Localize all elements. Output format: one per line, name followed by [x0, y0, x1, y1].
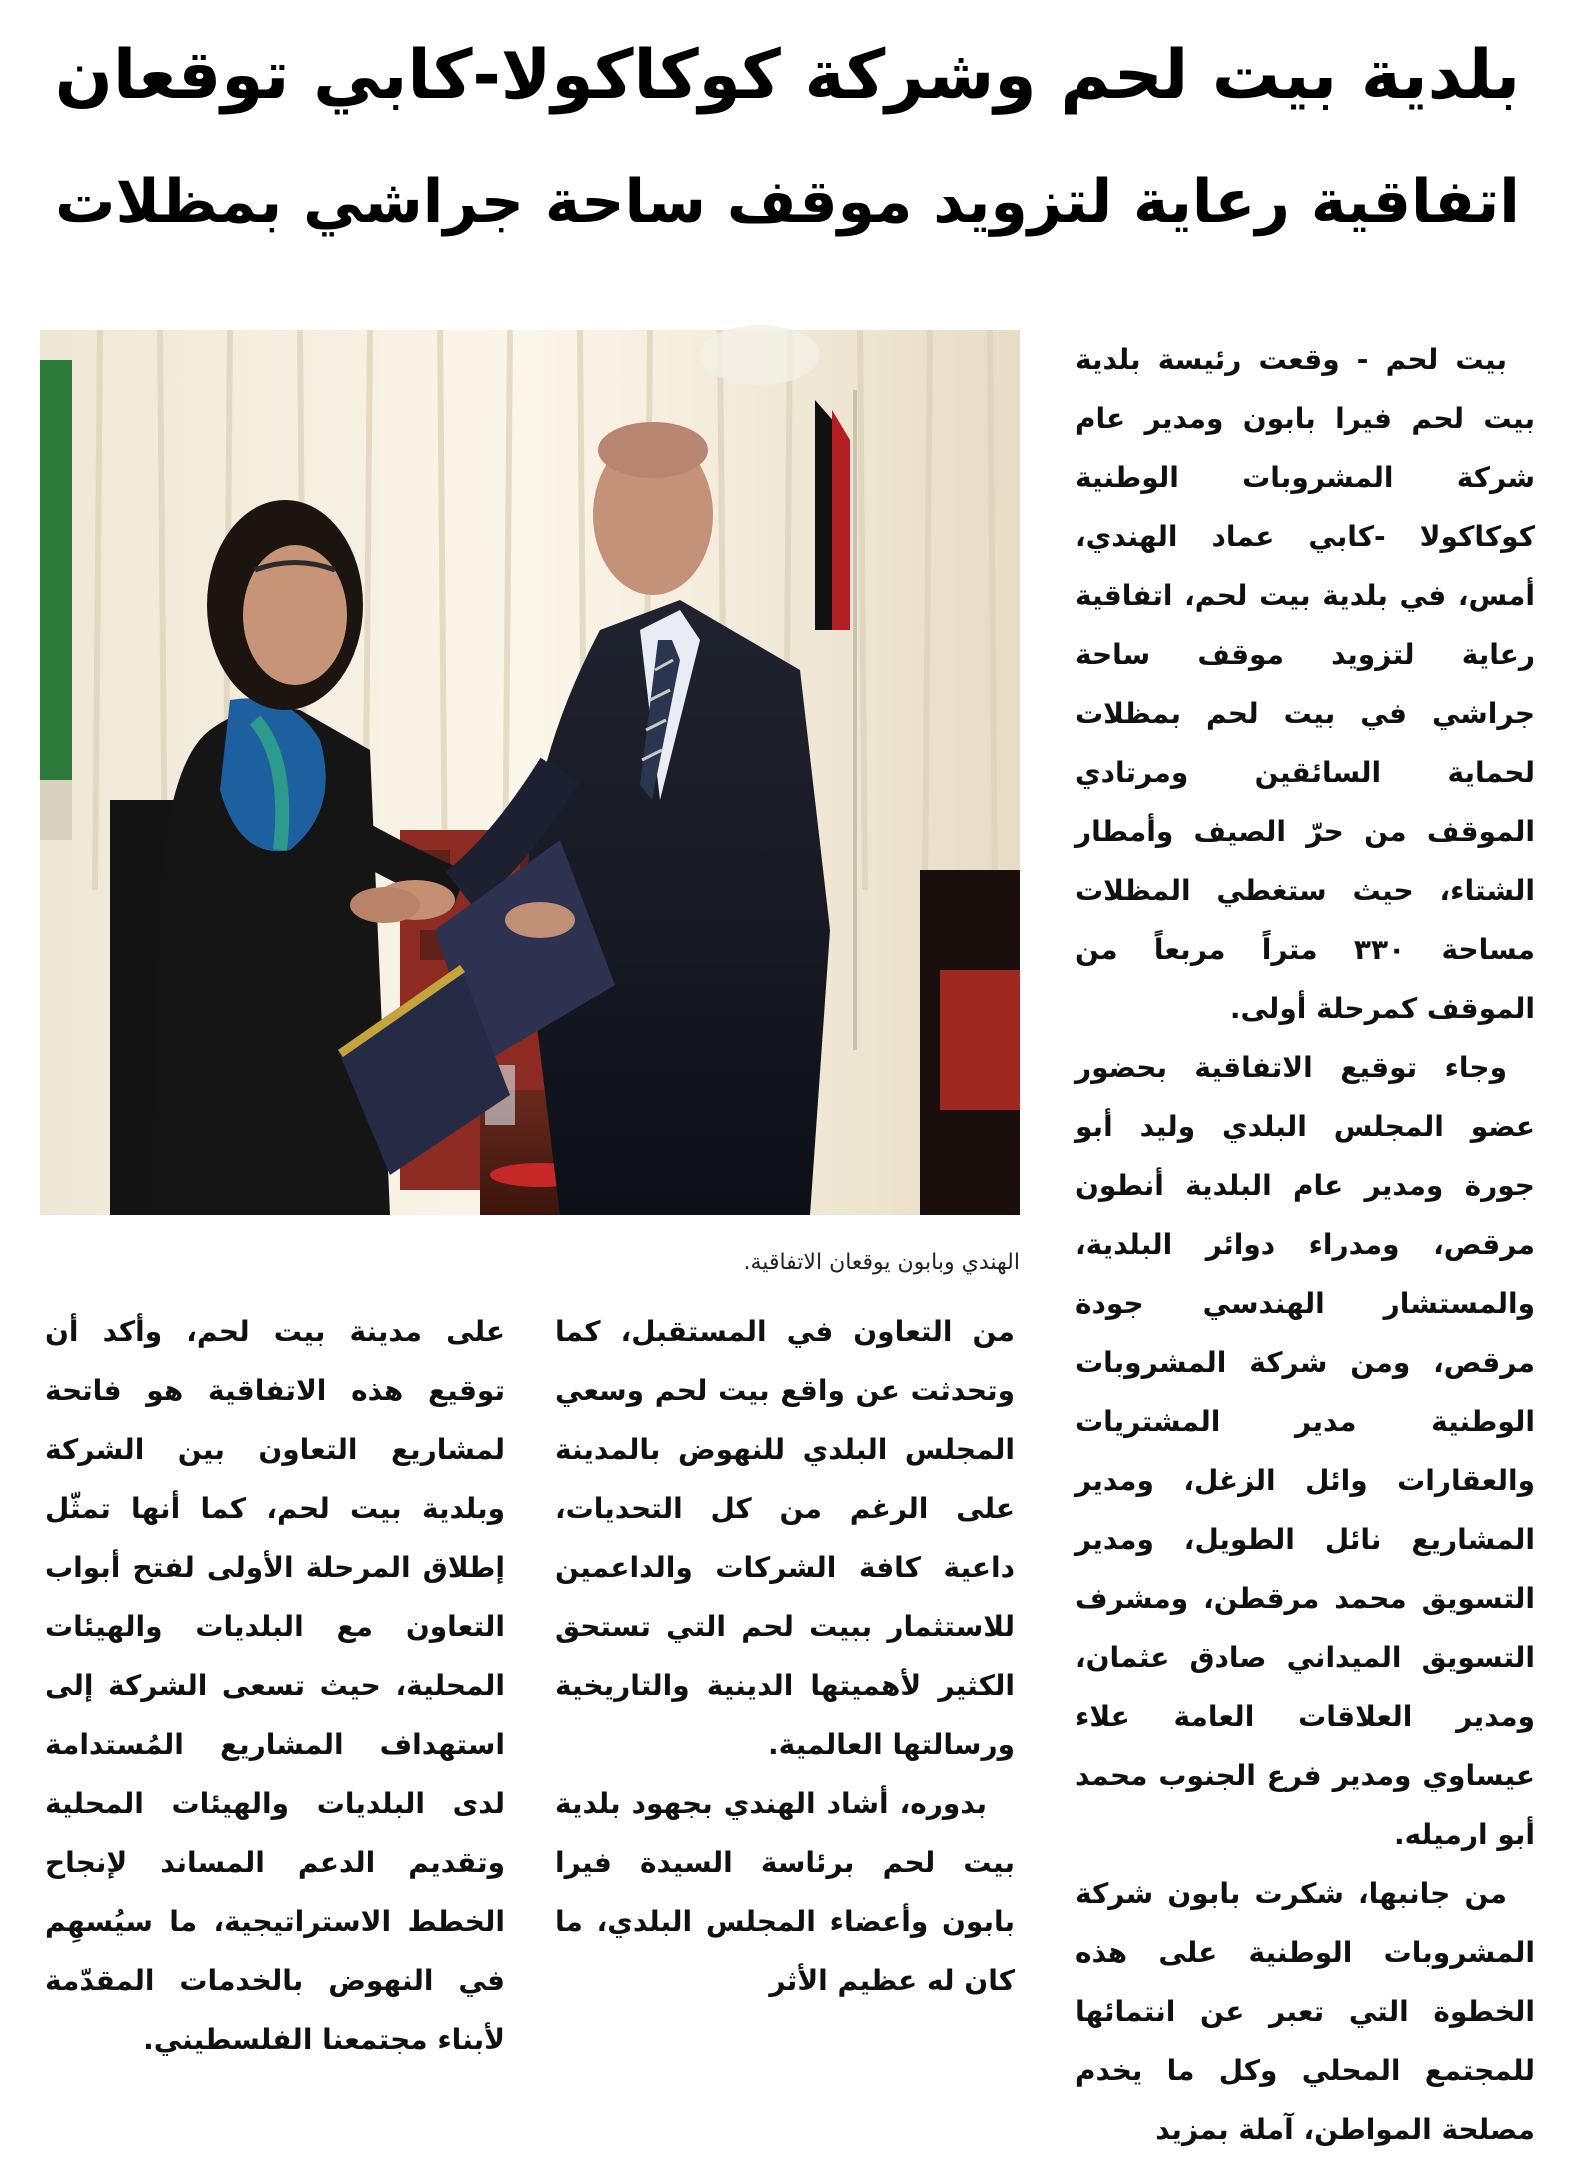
article-column-3 [45, 1302, 505, 2082]
signing-photo [40, 330, 1020, 1215]
article-paragraph: بدوره، أشاد الهندي بجهود بلدية بيت لحم برئاسة السيدة فيرا بابون وأعضاء المجلس البلدي، ما كان له عظيم الأثر [555, 1787, 1015, 1997]
article-paragraph: وجاء توقيع الاتفاقية بحضور عضو المجلس البلدي وليد أبو جورة ومدير عام البلدية أنطون مرقص، ومدراء دوائر البلدية، والمستشار الهندسي جودة مرقص، ومن شركة المشروبات الوطنية مدير المشتريات والعقارات وائل الزغل، ومدير المشاريع نائل الطويل، ومدير التسويق محمد مرقطن، ومشرف التسويق الميداني صادق عثمان، ومدير العلاقات العامة علاء عيساوي ومدير فرع الجنوب محمد أبو ارميله. [1075, 1051, 1535, 1851]
article-paragraph: من جانبها، شكرت بابون شركة المشروبات الوطنية على هذه الخطوة التي تعبر عن انتمائها للمجتمع المحلي وكل ما يخدم مصلحة المواطن، آملة بمزيد [1075, 1877, 1535, 2146]
headline-line-1: بلدية بيت لحم وشركة كوكاكولا-كابي توقعان [54, 36, 1521, 115]
article-paragraph: من التعاون في المستقبل، كما وتحدثت عن واقع بيت لحم وسعي المجلس البلدي للنهوض بالمدينة على الرغم من كل التحديات، داعية كافة الشركات والداعمين للاستثمار ببيت لحم التي تستحق الكثير لأهميتها الدينية والتاريخية ورسالتها العالمية. [555, 1315, 1015, 1761]
article-column-2 [555, 1302, 1015, 2082]
headline-line-2: اتفاقية رعاية لتزويد موقف ساحة جراشي بمظلات [55, 167, 1520, 237]
article-column-1 [1075, 330, 1535, 2146]
article-paragraph: بيت لحم - وقعت رئيسة بلدية بيت لحم فيرا بابون ومدير عام شركة المشروبات الوطنية كوكاكولا -كابي عماد الهندي، أمس، في بلدية بيت لحم، اتفاقية رعاية لتزويد موقف ساحة جراشي في بيت لحم بمظلات لحماية السائقين ومرتادي الموقف من حرّ الصيف وأمطار الشتاء، حيث ستغطي المظلات مساحة ٣٣٠ متراً مربعاً من الموقف كمرحلة أولى. [1075, 343, 1535, 1025]
article-paragraph: على مدينة بيت لحم، وأكد أن توقيع هذه الاتفاقية هو فاتحة لمشاريع التعاون بين الشركة وبلدية بيت لحم، كما أنها تمثّل إطلاق المرحلة الأولى لفتح أبواب التعاون مع البلديات والهيئات المحلية، حيث تسعى الشركة إلى استهداف المشاريع المُستدامة لدى البلديات والهيئات المحلية وتقديم الدعم المساند لإنجاح الخطط الاستراتيجية، ما سيُسهِم في النهوض بالخدمات المقدّمة لأبناء مجتمعنا الفلسطيني. [45, 1315, 505, 2056]
photo-caption: الهندي وبابون يوقعان الاتفاقية. [743, 1250, 1020, 1275]
